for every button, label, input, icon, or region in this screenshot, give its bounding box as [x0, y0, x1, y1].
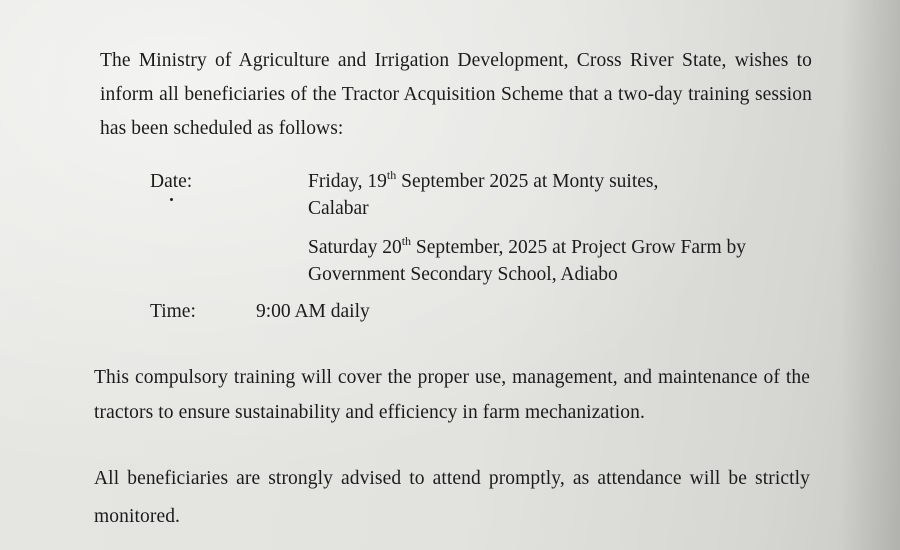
- time-label: Time:: [150, 301, 196, 322]
- ink-speck: [170, 198, 173, 201]
- date-friday-rest: September 2025 at Monty suites,: [396, 171, 659, 192]
- date-entry-saturday: [308, 234, 818, 288]
- attendance-notice-paragraph: All beneficiaries are strongly advised to attend promptly, as attendance will be strictly monitored.: [94, 468, 810, 527]
- date-label: Date:: [150, 171, 193, 192]
- intro-paragraph: The Ministry of Agriculture and Irrigation Development, Cross River State, wishes to inform all beneficiaries of the Tractor Acquisition Scheme that a two-day training session has been scheduled as follows:: [100, 50, 812, 139]
- date-saturday-ordinal: th: [401, 234, 412, 248]
- date-friday-location: Calabar: [308, 198, 369, 219]
- time-value: 9:00 AM daily: [256, 301, 370, 322]
- date-friday-prefix: Friday, 19: [308, 171, 387, 192]
- date-saturday-rest: September, 2025 at Project Grow Farm by: [411, 237, 747, 258]
- page-fold-shadow: [840, 0, 900, 550]
- date-saturday-location: Government Secondary School, Adiabo: [308, 264, 618, 285]
- training-description-paragraph: This compulsory training will cover the proper use, management, and maintenance of the tractors to ensure sustainability and efficiency in farm mechanization.: [94, 367, 810, 423]
- date-entry-friday: [308, 168, 778, 222]
- date-saturday-prefix: Saturday 20: [308, 237, 402, 258]
- date-friday-ordinal: th: [386, 168, 397, 182]
